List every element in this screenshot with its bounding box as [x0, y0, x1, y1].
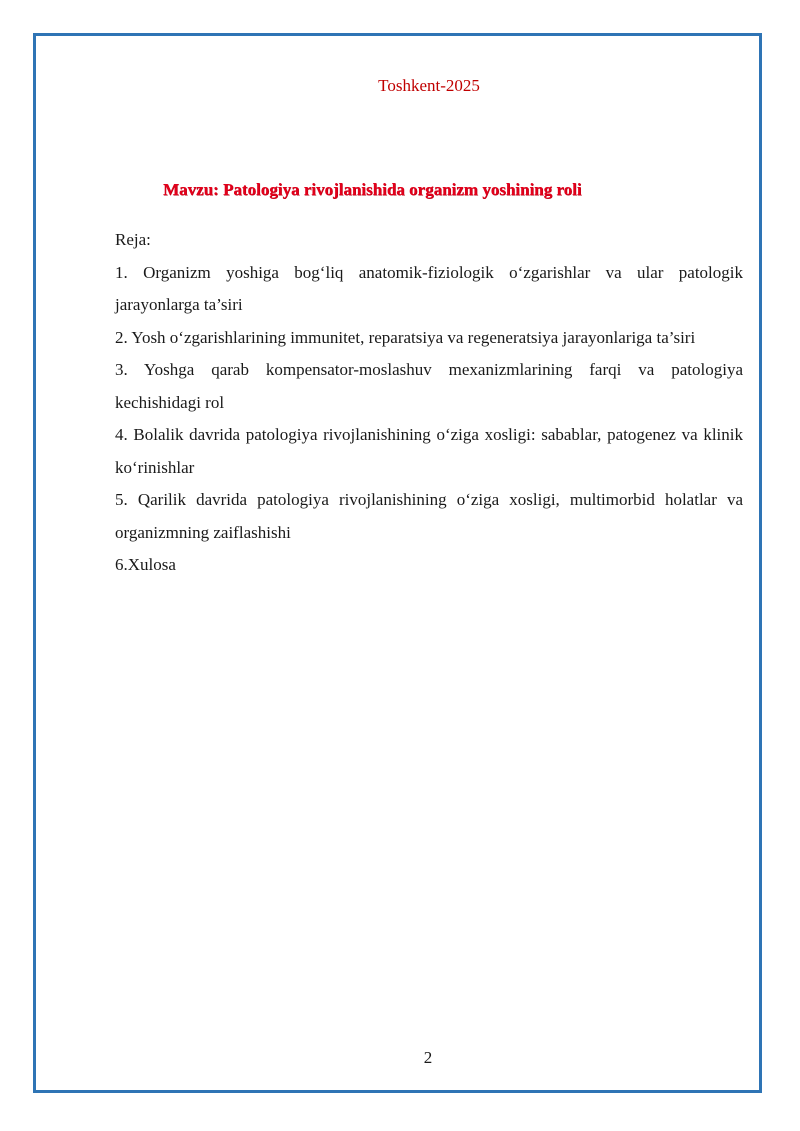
page-number: 2	[423, 1048, 433, 1067]
plan-item-2: 2. Yosh o‘zgarishlarining immunitet, reparatsiya va regeneratsiya jarayonlariga ta’siri	[115, 327, 696, 347]
plan-section	[115, 224, 743, 582]
topic-title: Mavzu: Patologiya rivojlanishida organizm yoshining roli	[163, 180, 582, 199]
city-year: Toshkent-2025	[378, 76, 480, 95]
plan-list	[115, 257, 743, 582]
plan-item-5: 5. Qarilik davrida patologiya rivojlanishining o‘ziga xosligi, multimorbid holatlar va organizmning zaiflashishi	[115, 490, 743, 542]
plan-item-3: 3. Yoshga qarab kompensator-moslashuv mexanizmlarining farqi va patologiya kechishidagi rol	[115, 360, 743, 412]
plan-heading: Reja:	[115, 230, 151, 249]
plan-item-1: 1. Organizm yoshiga bog‘liq anatomik-fiziologik o‘zgarishlar va ular patologik jarayonlarga ta’siri	[115, 262, 743, 314]
plan-item-6: 6.Xulosa	[115, 555, 176, 574]
plan-item-4: 4. Bolalik davrida patologiya rivojlanishining o‘ziga xosligi: sabablar, patogenez va klinik ko‘rinishlar	[115, 425, 743, 477]
